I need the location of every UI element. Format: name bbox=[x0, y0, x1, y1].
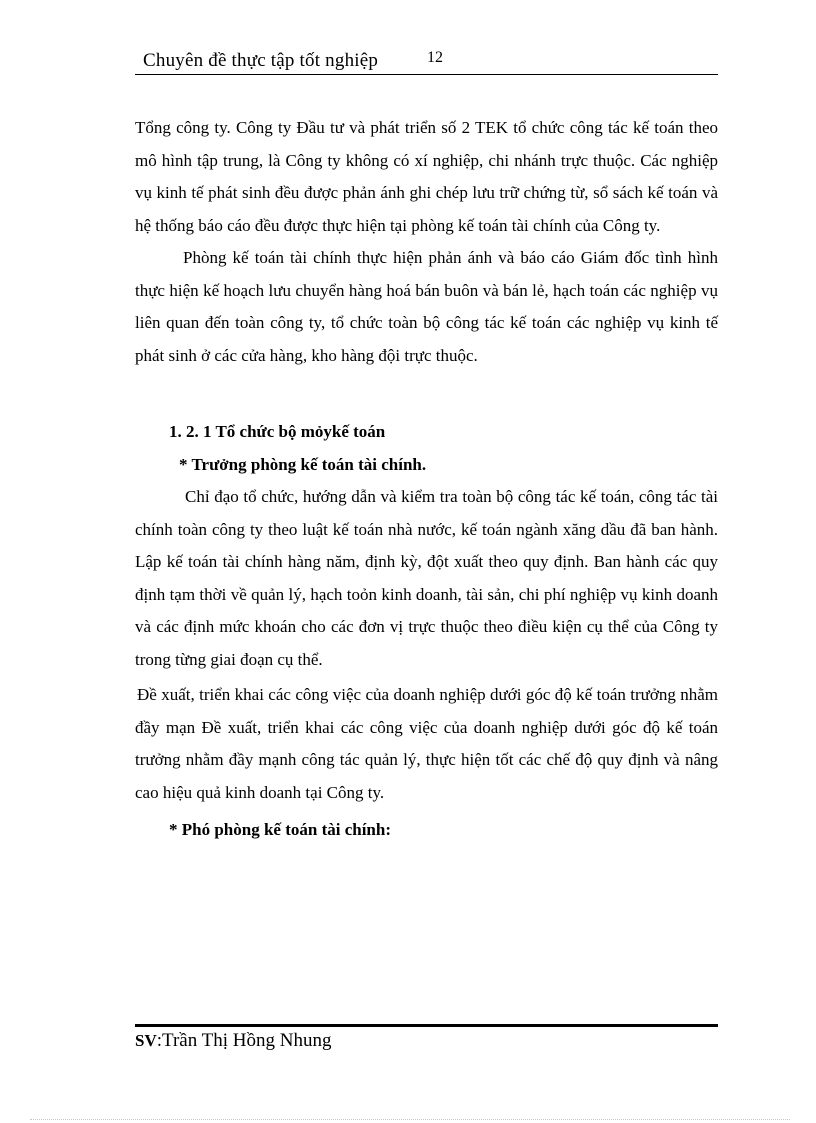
paragraph-company-structure: Tổng công ty. Công ty Đầu tư và phát triển số 2 TEK tổ chức công tác kế toán theo mô hình tập trung, là Công ty không có xí nghiệp, chi nhánh trực thuộc. Các nghiệp vụ kinh tế phát sinh đều được phản ánh ghi chép lưu trữ chứng từ, sổ sách kế toán và hệ thống báo cáo đều được thực hiện tại phòng kế toán tài chính của Công ty. bbox=[135, 118, 718, 235]
subheading-deputy-chief: * Phó phòng kế toán tài chính: bbox=[169, 820, 391, 839]
student-name: :Trần Thị Hồng Nhung bbox=[156, 1030, 332, 1051]
subheading-chief-accountant: * Trưởng phòng kế toán tài chính. bbox=[179, 454, 427, 474]
page-footer bbox=[135, 1030, 331, 1052]
paragraph-finance-department: Phòng kế toán tài chính thực hiện phản ánh và báo cáo Giám đốc tình hình thực hiện kế hoạch lưu chuyển hàng hoá bán buôn và bán lẻ, hạch toán các nghiệp vụ liên quan đến toàn công ty, tổ chức toàn bộ công tác kế toán các nghiệp vụ kinh tế phát sinh ở các cửa hàng, kho hàng đội trực thuộc. bbox=[135, 248, 718, 365]
footer-prefix: SV bbox=[135, 1031, 157, 1050]
paragraph-proposals: Đề xuất, triển khai các công việc của doanh nghiệp dưới góc độ kế toán trưởng nhằm đầy mạn Đề xuất, triển khai các công việc của doanh nghiệp dưới góc độ kế toán trưởng nhằm đầy mạnh công tác quản lý, thực hiện tốt các chế độ quy định và nâng cao hiệu quả kinh doanh tại Công ty. bbox=[135, 685, 718, 802]
document-body bbox=[135, 112, 718, 847]
page-number: 12 bbox=[427, 49, 443, 66]
header-title: Chuyên đề thực tập tốt nghiệp bbox=[143, 50, 379, 71]
page-header bbox=[135, 46, 718, 75]
page-edge-divider bbox=[30, 1119, 790, 1120]
footer-divider bbox=[135, 1024, 718, 1027]
section-heading: 1. 2. 1 Tổ chức bộ mỏykế toán bbox=[169, 422, 386, 441]
paragraph-chief-duties: Chỉ đạo tổ chức, hướng dẫn và kiểm tra toàn bộ công tác kế toán, công tác tài chính toàn công ty theo luật kế toán nhà nước, kế toán ngành xăng dầu đã ban hành. Lập kế toán tài chính hàng năm, định kỳ, đột xuất theo quy định. Ban hành các quy định tạm thời về quản lý, hạch toỏn kinh doanh, tài sản, chi phí nghiệp vụ kinh doanh và các định mức khoán cho các đơn vị trực thuộc theo điều kiện cụ thể của Công ty trong từng giai đoạn cụ thể. bbox=[135, 487, 718, 669]
